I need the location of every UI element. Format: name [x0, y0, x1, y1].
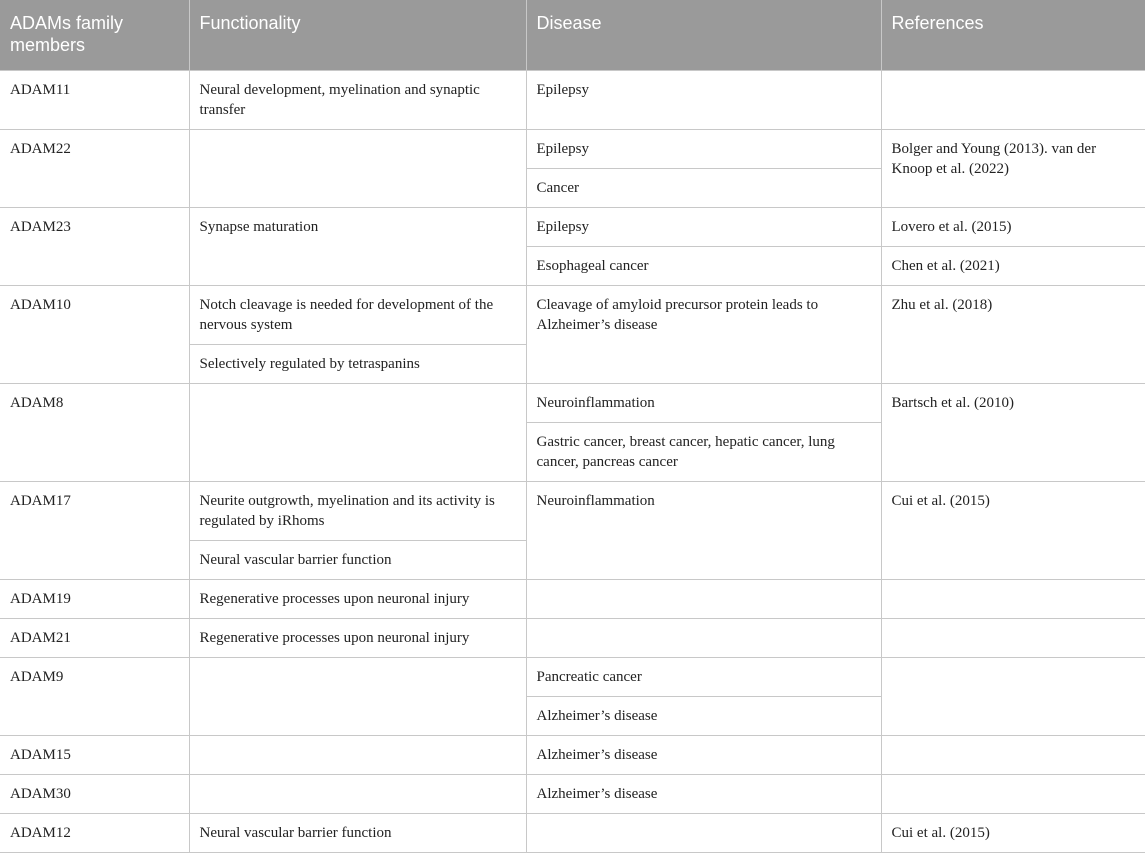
- disease-cell: Pancreatic cancer: [526, 658, 881, 697]
- member-cell: ADAM8: [0, 384, 189, 482]
- table-row: [0, 286, 1145, 345]
- table-row: [0, 619, 1145, 658]
- functionality-cell: [189, 384, 526, 482]
- member-cell: ADAM11: [0, 71, 189, 130]
- member-cell: ADAM22: [0, 130, 189, 208]
- table-row: [0, 580, 1145, 619]
- functionality-cell: Neural vascular barrier function: [189, 541, 526, 580]
- header-disease: Disease: [526, 0, 881, 71]
- table-row: [0, 482, 1145, 541]
- member-cell: ADAM15: [0, 736, 189, 775]
- disease-cell: Alzheimer’s disease: [526, 736, 881, 775]
- functionality-cell: Neural vascular barrier function: [189, 814, 526, 853]
- references-cell: [881, 658, 1145, 736]
- disease-cell: [526, 619, 881, 658]
- functionality-cell: Neurite outgrowth, myelination and its activity is regulated by iRhoms: [189, 482, 526, 541]
- functionality-cell: Regenerative processes upon neuronal injury: [189, 619, 526, 658]
- disease-cell: Epilepsy: [526, 130, 881, 169]
- references-cell: Zhu et al. (2018): [881, 286, 1145, 384]
- functionality-cell: Synapse maturation: [189, 208, 526, 286]
- disease-cell: Epilepsy: [526, 71, 881, 130]
- references-cell: Chen et al. (2021): [881, 247, 1145, 286]
- disease-cell: Alzheimer’s disease: [526, 697, 881, 736]
- references-cell: [881, 775, 1145, 814]
- header-members: ADAMs family members: [0, 0, 189, 71]
- disease-cell: Neuroinflammation: [526, 384, 881, 423]
- functionality-cell: [189, 736, 526, 775]
- member-cell: ADAM30: [0, 775, 189, 814]
- disease-cell: Gastric cancer, breast cancer, hepatic cancer, lung cancer, pancreas cancer: [526, 423, 881, 482]
- disease-cell: [526, 580, 881, 619]
- member-cell: ADAM23: [0, 208, 189, 286]
- functionality-cell: Regenerative processes upon neuronal injury: [189, 580, 526, 619]
- table-row: [0, 71, 1145, 130]
- disease-cell: Epilepsy: [526, 208, 881, 247]
- member-cell: ADAM12: [0, 814, 189, 853]
- references-cell: Lovero et al. (2015): [881, 208, 1145, 247]
- header-references: References: [881, 0, 1145, 71]
- table-row: [0, 130, 1145, 169]
- functionality-cell: [189, 130, 526, 208]
- table-header-row: [0, 0, 1145, 71]
- member-cell: ADAM17: [0, 482, 189, 580]
- references-cell: Cui et al. (2015): [881, 814, 1145, 853]
- functionality-cell: Selectively regulated by tetraspanins: [189, 345, 526, 384]
- references-cell: Bartsch et al. (2010): [881, 384, 1145, 482]
- member-cell: ADAM9: [0, 658, 189, 736]
- member-cell: ADAM19: [0, 580, 189, 619]
- disease-cell: Cleavage of amyloid precursor protein leads to Alzheimer’s disease: [526, 286, 881, 384]
- table-row: [0, 658, 1145, 697]
- references-cell: [881, 736, 1145, 775]
- table-row: [0, 384, 1145, 423]
- header-functionality: Functionality: [189, 0, 526, 71]
- disease-cell: Esophageal cancer: [526, 247, 881, 286]
- disease-cell: Neuroinflammation: [526, 482, 881, 580]
- member-cell: ADAM21: [0, 619, 189, 658]
- functionality-cell: Notch cleavage is needed for development of the nervous system: [189, 286, 526, 345]
- table-row: [0, 208, 1145, 247]
- table-row: [0, 775, 1145, 814]
- functionality-cell: Neural development, myelination and synaptic transfer: [189, 71, 526, 130]
- disease-cell: Cancer: [526, 169, 881, 208]
- references-cell: Bolger and Young (2013). van der Knoop et al. (2022): [881, 130, 1145, 208]
- references-cell: Cui et al. (2015): [881, 482, 1145, 580]
- disease-cell: Alzheimer’s disease: [526, 775, 881, 814]
- table-row: [0, 736, 1145, 775]
- references-cell: [881, 580, 1145, 619]
- references-cell: [881, 71, 1145, 130]
- member-cell: ADAM10: [0, 286, 189, 384]
- functionality-cell: [189, 775, 526, 814]
- references-cell: [881, 619, 1145, 658]
- functionality-cell: [189, 658, 526, 736]
